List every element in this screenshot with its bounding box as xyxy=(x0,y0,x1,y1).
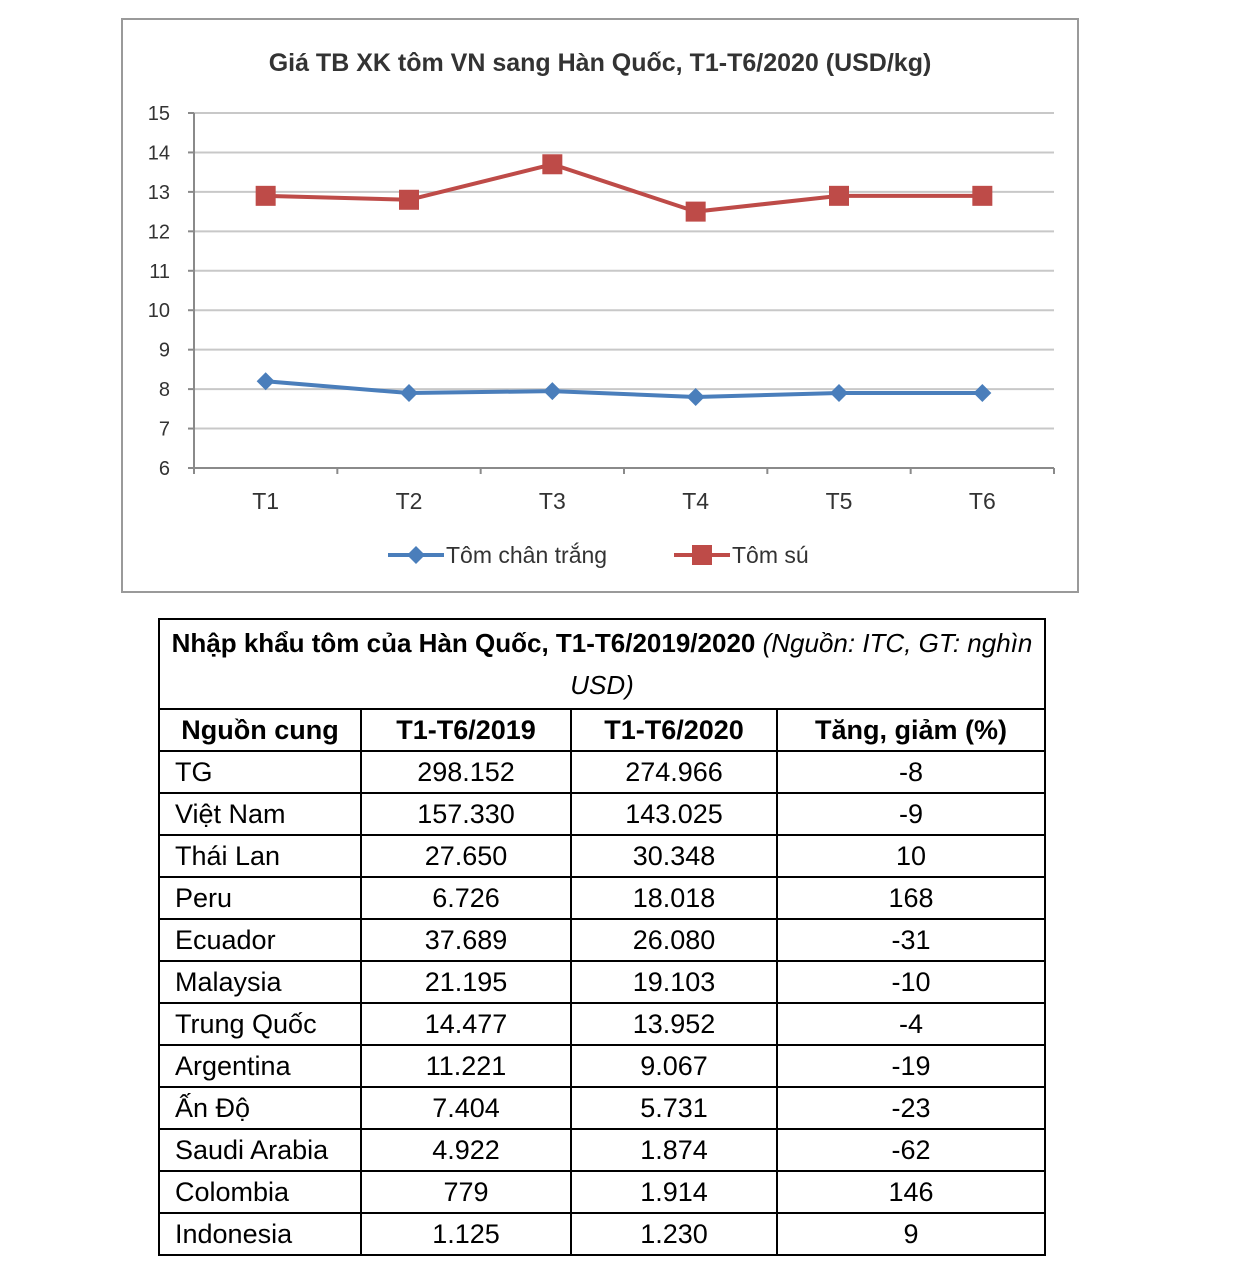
cell-2019: 779 xyxy=(361,1171,571,1213)
table-row xyxy=(159,1171,1045,1213)
y-tick-label: 9 xyxy=(158,339,170,362)
table-row xyxy=(159,1087,1045,1129)
cell-source: Ấn Độ xyxy=(159,1087,361,1129)
table-row xyxy=(159,1045,1045,1087)
cell-source: Thái Lan xyxy=(159,835,361,877)
cell-2019: 298.152 xyxy=(361,751,571,793)
table-row xyxy=(159,1003,1045,1045)
y-tick-label: 11 xyxy=(149,260,170,283)
y-tick-label: 7 xyxy=(158,418,170,441)
data-point xyxy=(542,154,562,174)
cell-change: -23 xyxy=(777,1087,1045,1129)
import-table xyxy=(158,618,1046,1256)
cell-source: TG xyxy=(159,751,361,793)
cell-2020: 18.018 xyxy=(571,877,777,919)
table-title: Nhập khẩu tôm của Hàn Quốc, T1-T6/2019/2020 xyxy=(171,628,756,658)
x-tick-label: T2 xyxy=(395,488,423,514)
cell-change: -9 xyxy=(777,793,1045,835)
cell-source: Trung Quốc xyxy=(159,1003,361,1045)
table-header-row xyxy=(159,709,1045,751)
header-2019: T1-T6/2019 xyxy=(361,709,571,751)
data-point xyxy=(972,186,992,206)
cell-source: Peru xyxy=(159,877,361,919)
y-tick-label: 6 xyxy=(158,458,170,480)
cell-source: Argentina xyxy=(159,1045,361,1087)
price-chart xyxy=(121,18,1079,593)
y-tick-label: 15 xyxy=(147,103,170,125)
cell-2020: 1.230 xyxy=(571,1213,777,1255)
data-point xyxy=(400,384,418,402)
cell-change: -62 xyxy=(777,1129,1045,1171)
table-source-note: (Nguồn: ITC, GT: nghìn USD) xyxy=(570,628,1033,700)
cell-source: Việt Nam xyxy=(159,793,361,835)
cell-change: 10 xyxy=(777,835,1045,877)
cell-2019: 6.726 xyxy=(361,877,571,919)
line-chart-svg xyxy=(123,20,1077,591)
table-row xyxy=(159,751,1045,793)
legend-label: Tôm sú xyxy=(732,542,809,568)
cell-2020: 5.731 xyxy=(571,1087,777,1129)
y-tick-label: 12 xyxy=(147,221,170,244)
table-row xyxy=(159,961,1045,1003)
cell-source: Colombia xyxy=(159,1171,361,1213)
table-row xyxy=(159,919,1045,961)
cell-change: -4 xyxy=(777,1003,1045,1045)
cell-2019: 4.922 xyxy=(361,1129,571,1171)
cell-2020: 30.348 xyxy=(571,835,777,877)
legend-marker xyxy=(407,546,425,564)
cell-change: -31 xyxy=(777,919,1045,961)
cell-2020: 1.874 xyxy=(571,1129,777,1171)
table-row xyxy=(159,793,1045,835)
data-point xyxy=(686,202,706,222)
data-point xyxy=(543,382,561,400)
cell-change: 9 xyxy=(777,1213,1045,1255)
table-row xyxy=(159,877,1045,919)
cell-2019: 27.650 xyxy=(361,835,571,877)
cell-source: Indonesia xyxy=(159,1213,361,1255)
series-line xyxy=(266,164,983,211)
cell-source: Malaysia xyxy=(159,961,361,1003)
legend-marker xyxy=(692,545,712,565)
x-tick-label: T4 xyxy=(682,488,710,514)
y-tick-label: 14 xyxy=(147,142,170,165)
cell-change: -8 xyxy=(777,751,1045,793)
x-tick-label: T6 xyxy=(968,488,996,514)
y-tick-label: 13 xyxy=(147,181,170,204)
cell-source: Saudi Arabia xyxy=(159,1129,361,1171)
chart-title: Giá TB XK tôm VN sang Hàn Quốc, T1-T6/2020 (USD/kg) xyxy=(268,49,932,77)
cell-2019: 21.195 xyxy=(361,961,571,1003)
data-point xyxy=(256,186,276,206)
cell-2019: 37.689 xyxy=(361,919,571,961)
cell-source: Ecuador xyxy=(159,919,361,961)
data-point xyxy=(830,384,848,402)
cell-2019: 157.330 xyxy=(361,793,571,835)
cell-2020: 26.080 xyxy=(571,919,777,961)
y-tick-label: 8 xyxy=(158,379,170,402)
table-row xyxy=(159,1213,1045,1255)
table-caption xyxy=(159,619,1045,709)
cell-2019: 1.125 xyxy=(361,1213,571,1255)
x-tick-label: T3 xyxy=(538,488,566,514)
cell-2020: 143.025 xyxy=(571,793,777,835)
cell-2020: 19.103 xyxy=(571,961,777,1003)
x-tick-label: T5 xyxy=(825,488,853,514)
cell-2020: 1.914 xyxy=(571,1171,777,1213)
header-change: Tăng, giảm (%) xyxy=(777,709,1045,751)
cell-2019: 11.221 xyxy=(361,1045,571,1087)
data-point xyxy=(257,372,275,390)
cell-change: -19 xyxy=(777,1045,1045,1087)
header-source: Nguồn cung xyxy=(159,709,361,751)
cell-2020: 9.067 xyxy=(571,1045,777,1087)
table-row xyxy=(159,1129,1045,1171)
x-tick-label: T1 xyxy=(252,488,280,514)
legend-label: Tôm chân trắng xyxy=(446,542,608,568)
cell-change: -10 xyxy=(777,961,1045,1003)
data-point xyxy=(687,388,705,406)
table-body xyxy=(159,751,1045,1255)
header-2020: T1-T6/2020 xyxy=(571,709,777,751)
cell-change: 146 xyxy=(777,1171,1045,1213)
data-point xyxy=(399,190,419,210)
cell-2019: 14.477 xyxy=(361,1003,571,1045)
cell-2020: 274.966 xyxy=(571,751,777,793)
cell-change: 168 xyxy=(777,877,1045,919)
data-point xyxy=(973,384,991,402)
cell-2020: 13.952 xyxy=(571,1003,777,1045)
data-point xyxy=(829,186,849,206)
y-tick-label: 10 xyxy=(147,300,170,323)
table-row xyxy=(159,835,1045,877)
cell-2019: 7.404 xyxy=(361,1087,571,1129)
